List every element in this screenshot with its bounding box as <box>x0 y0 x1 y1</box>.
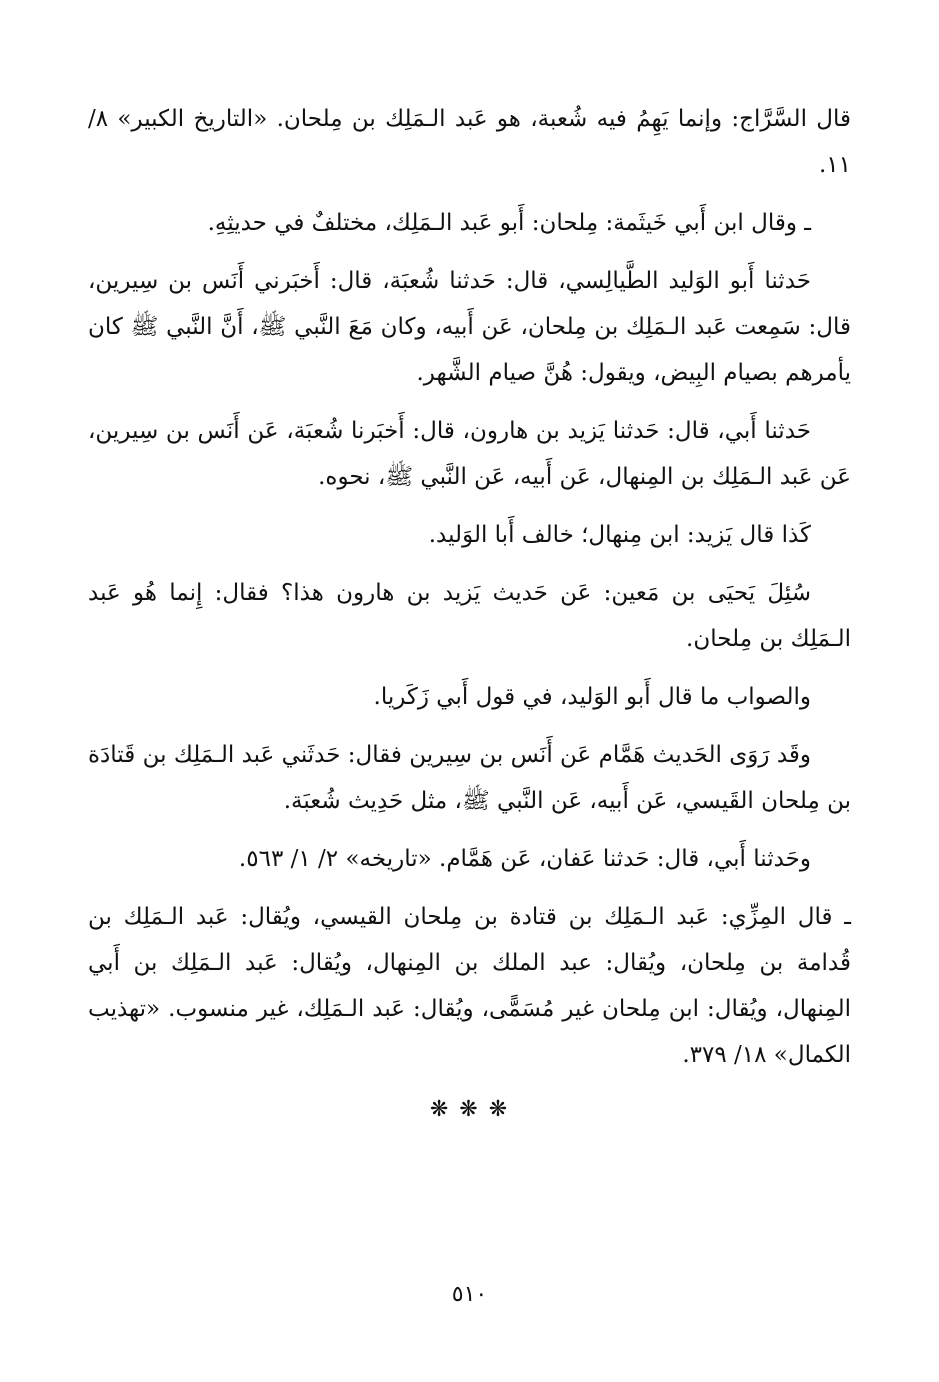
paragraph-8: وقَد رَوَى الحَديث هَمَّام عَن أَنَس بن سِيرين فقال: حَدثَني عَبد الـمَلِك بن قَتادَة بن مِلحان القَيسي، عَن أَبيه، عَن النَّبي ﷺ، مثل حَدِيث شُعبَة. <box>88 742 851 814</box>
paragraph-10: ـ قال المِزِّي: عَبد الـمَلِك بن قتادة بن مِلحان القيسي، ويُقال: عَبد الـمَلِك بن قُدامة بن مِلحان، ويُقال: عبد الملك بن المِنهال، ويُقال: عَبد الـمَلِك بن أَبي المِنهال، ويُقال: ابن مِلحان غير مُسَمًّى، ويُقال: عَبد الـمَلِك، غير منسوب. «تهذيب الكمال» ١٨/ ٣٧٩. <box>88 904 851 1068</box>
section-separator: ❋ ❋ ❋ <box>429 1097 510 1122</box>
paragraph-7: والصواب ما قال أَبو الوَليد، في قول أَبي زَكَريا. <box>373 684 811 710</box>
paragraph-1: قال السَّرَّاج: وإنما يَهِمُ فيه شُعبة، هو عَبد الـمَلِك بن مِلحان. «التاريخ الكبير» ٨/ ١١. <box>88 106 851 178</box>
paragraph-4: حَدثنا أَبي، قال: حَدثنا يَزيد بن هارون، قال: أَخبَرنا شُعبَة، عَن أَنَس بن سِيرين، عَن عَبد الـمَلِك بن المِنهال، عَن أَبيه، عَن النَّبي ﷺ، نحوه. <box>88 418 851 490</box>
paragraph-2: ـ وقال ابن أَبي خَيثَمة: مِلحان: أَبو عَبد الـمَلِك، مختلفٌ في حديثِهِ. <box>207 210 811 236</box>
paragraph-9: وحَدثنا أَبي، قال: حَدثنا عَفان، عَن هَمَّام. «تاريخه» ٢/ ١/ ٥٦٣. <box>238 846 811 872</box>
document-body <box>88 96 851 1130</box>
page-number: ٥١٠ <box>451 1282 488 1307</box>
paragraph-6: سُئِلَ يَحيَى بن مَعين: عَن حَديث يَزيد بن هارون هذا؟ فقال: إِنما هُو عَبد الـمَلِك بن مِلحان. <box>88 580 851 652</box>
paragraph-3: حَدثنا أَبو الوَليد الطَّيالِسي، قال: حَدثنا شُعبَة، قال: أَخبَرني أَنَس بن سِيرين، قال: سَمِعت عَبد الـمَلِك بن مِلحان، عَن أَبيه، وكان مَعَ النَّبي ﷺ، أَنَّ النَّبي ﷺ كان يأمرهم بصيام البِيض، ويقول: هُنَّ صيام الشَّهر. <box>88 268 851 386</box>
paragraph-5: كَذا قال يَزيد: ابن مِنهال؛ خالف أَبا الوَليد. <box>428 522 811 548</box>
